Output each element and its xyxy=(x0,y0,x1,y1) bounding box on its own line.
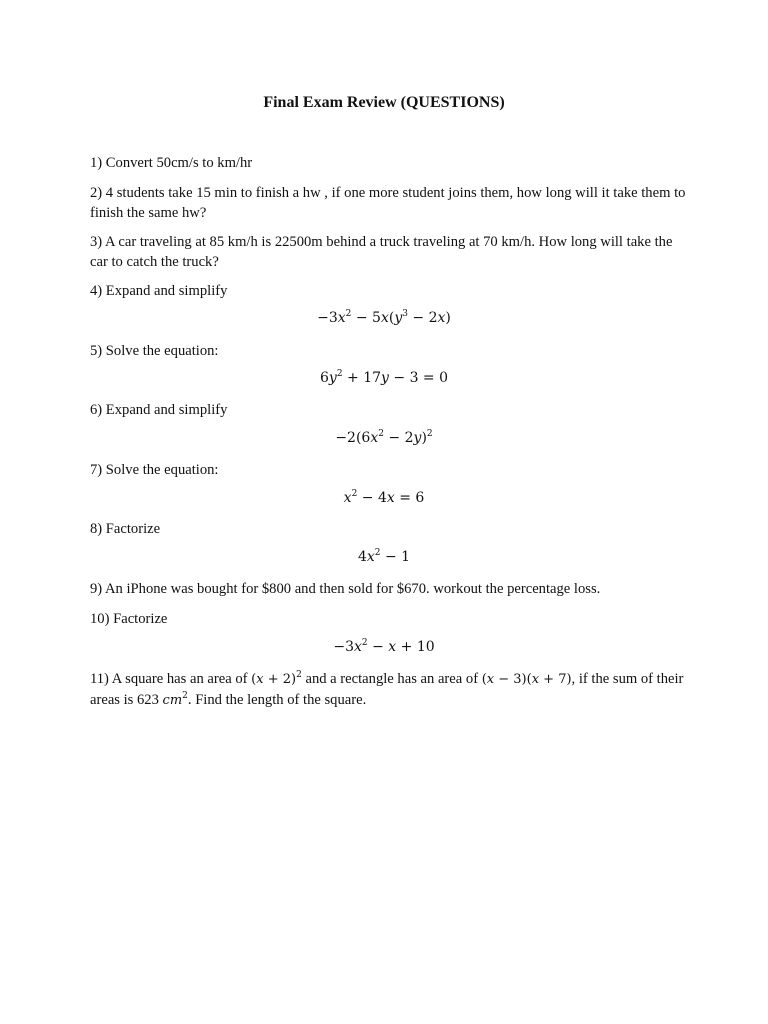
equation-8: $4x^2 - 1$ xyxy=(357,548,411,565)
question-8: 8) Factorize xyxy=(90,521,161,537)
page-title: Final Exam Review (QUESTIONS) xyxy=(263,94,505,111)
question-10: 10) Factorize xyxy=(90,611,168,627)
rectangle-area-expression: (x − 3)(x + 7) xyxy=(481,672,572,687)
question-6: 6) Expand and simplify xyxy=(90,402,228,418)
question-4: 4) Expand and simplify xyxy=(90,283,228,299)
equation-7: $x^2 - 4x = 6$ xyxy=(343,489,425,506)
equation-6: $-2(6x^2 - 2y)^2$ xyxy=(335,429,433,446)
question-11-text: . Find the length of the square. xyxy=(187,692,367,708)
question-11-text: 11) A square has an area of xyxy=(90,671,252,687)
equation-4: $-3x^2 - 5x(y^3 - 2x)$ xyxy=(317,309,451,326)
square-area-expression: $(x + 2)^2$ xyxy=(251,670,302,687)
question-9: 9) An iPhone was bought for $800 and then sold for $670. workout the percentage loss. xyxy=(90,581,601,597)
area-unit: $cm^2$ xyxy=(162,691,188,708)
question-11 xyxy=(90,669,690,711)
question-7: 7) Solve the equation: xyxy=(90,462,219,478)
question-5: 5) Solve the equation: xyxy=(90,343,219,359)
question-11-text: , if the sum of their areas is 623 xyxy=(90,671,684,708)
question-3: 3) A car traveling at 85 km/h is 22500m behind a truck traveling at 70 km/h. How long will take the car to catch the truck? xyxy=(90,234,673,270)
question-2: 2) 4 students take 15 min to finish a hw , if one more student joins them, how long will it take them to finish the same hw? xyxy=(90,185,686,221)
equation-5: $6y^2 + 17y - 3 = 0$ xyxy=(319,369,449,386)
question-11-text: and a rectangle has an area of xyxy=(301,671,482,687)
question-1: 1) Convert 50cm/s to km/hr xyxy=(90,155,253,171)
equation-10: $-3x^2 - x + 10$ xyxy=(333,638,435,655)
